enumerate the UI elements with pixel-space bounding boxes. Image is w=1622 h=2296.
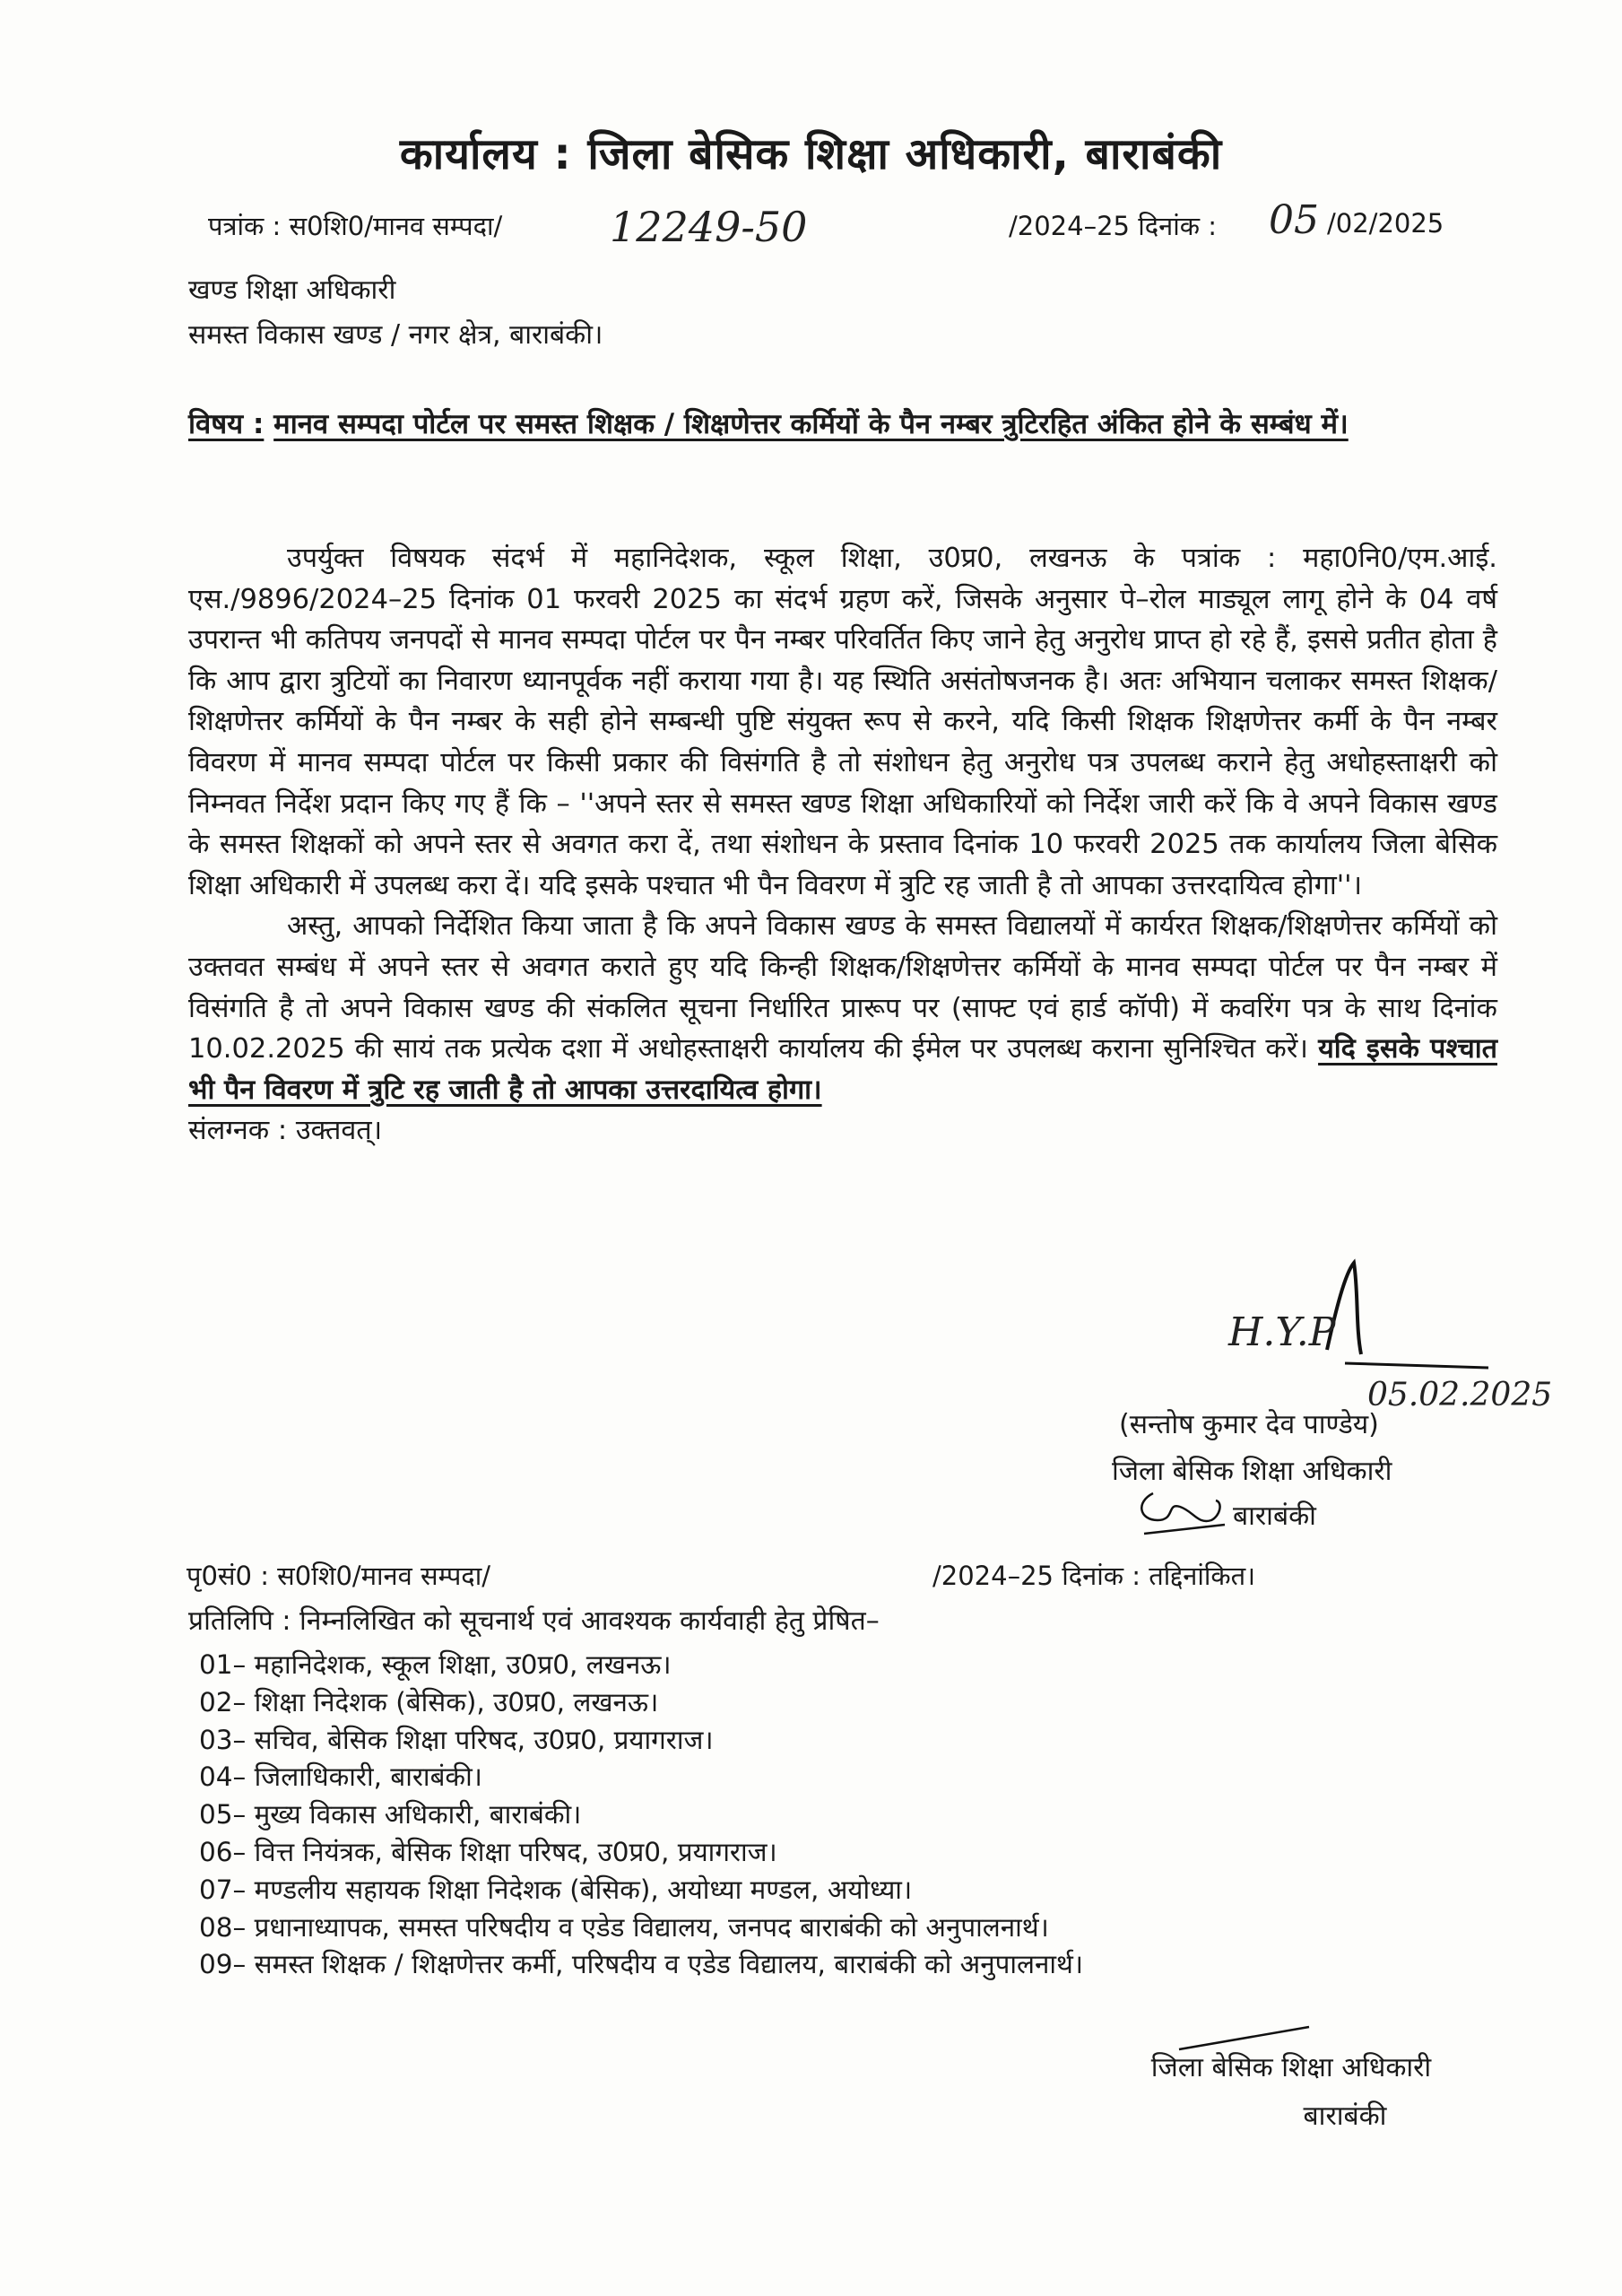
recipient-line1: खण्ड शिक्षा अधिकारी: [188, 274, 396, 306]
signature-initials-mark: [1126, 1484, 1234, 1547]
copy-item: 04– जिलाधिकारी, बाराबंकी।: [199, 1761, 482, 1793]
subject: [188, 402, 1497, 447]
body-paragraph-2: [188, 906, 1497, 1110]
copy-item: 01– महानिदेशक, स्कूल शिक्षा, उ0प्र0, लखनऊ।: [199, 1649, 672, 1680]
copy-item: 05– मुख्य विकास अधिकारी, बाराबंकी।: [199, 1799, 582, 1831]
final-designation: जिला बेसिक शिक्षा अधिकारी: [1150, 2052, 1432, 2083]
ref-day-handwritten: 05: [1269, 197, 1319, 243]
ref-year-date-label: /2024–25 दिनांक :: [1009, 211, 1217, 241]
signatory-designation: जिला बेसिक शिक्षा अधिकारी: [1112, 1456, 1392, 1487]
final-place: बाराबंकी: [1303, 2100, 1387, 2132]
copy-ref-prefix: पृ0सं0 : स0शि0/मानव सम्पदा/: [186, 1561, 490, 1591]
copy-ref-suffix: /2024–25 दिनांक : तद्दिनांकित।: [932, 1561, 1256, 1591]
copy-item: 08– प्रधानाध्यापक, समस्त परिषदीय व एडेड विद्यालय, जनपद बाराबंकी को अनुपालनार्थ।: [199, 1911, 1049, 1943]
signatory-name: (सन्तोष कुमार देव पाण्डेय): [1119, 1409, 1379, 1440]
copy-list: [199, 1647, 1083, 1984]
body-paragraph-2-emphasis: यदि इसके पश्चात भी पैन विवरण में त्रुटि रह जाती है तो आपका उत्तरदायित्व होगा।: [188, 1033, 1497, 1106]
recipient-line2: समस्त विकास खण्ड / नगर क्षेत्र, बाराबंकी।: [188, 319, 603, 351]
subject-text: मानव सम्पदा पोर्टल पर समस्त शिक्षक / शिक्षणेत्तर कर्मियों के पैन नम्बर त्रुटिरहित अंकित होने के सम्बंध में।: [273, 408, 1349, 440]
copy-intro: प्रतिलिपि : निम्नलिखित को सूचनार्थ एवं आवश्यक कार्यवाही हेतु प्रेषित–: [188, 1605, 880, 1637]
copy-item: 07– मण्डलीय सहायक शिक्षा निदेशक (बेसिक), अयोध्या मण्डल, अयोध्या।: [199, 1874, 913, 1905]
copy-item: 09– समस्त शिक्षक / शिक्षणेत्तर कर्मी, परिषदीय व एडेड विद्यालय, बाराबंकी को अनुपालनार्थ।: [199, 1949, 1084, 1980]
signature-initials: H.Y.P: [1228, 1309, 1336, 1355]
copy-item: 06– वित्त नियंत्रक, बेसिक शिक्षा परिषद, उ0प्र0, प्रयागराज।: [199, 1836, 777, 1867]
body-paragraph-2-text: अस्तु, आपको निर्देशित किया जाता है कि अपने विकास खण्ड के समस्त विद्यालयों में कार्यरत शिक्षक/शिक्षणेत्तर कर्मियों को उक्तवत सम्बंध में अपने स्तर से अवगत कराते हुए यदि किन्ही शिक्षक/शिक्षणेत्तर कर्मियों के मानव सम्पदा पोर्टल पर पैन नम्बर में विसंगति है तो अपने विकास खण्ड की संकलित सूचना निर्धारित प्रारूप पर (साफ्ट एवं हार्ड कॉपी) में कवरिंग पत्र के साथ दिनांक 10.02.2025 की सायं तक प्रत्येक दशा में अधोहस्ताक्षरी कार्यालय की ईमेल पर उपलब्ध कराना सुनिश्चित करें।: [188, 910, 1497, 1065]
office-heading: कार्यालय : जिला बेसिक शिक्षा अधिकारी, बाराबंकी: [399, 129, 1223, 179]
copy-item: 02– शिक्षा निदेशक (बेसिक), उ0प्र0, लखनऊ।: [199, 1686, 659, 1718]
subject-label: विषय :: [188, 408, 265, 440]
signature-date: 05.02.2025: [1367, 1377, 1553, 1413]
body-paragraph-1: उपर्युक्त विषयक संदर्भ में महानिदेशक, स्कूल शिक्षा, उ0प्र0, लखनऊ के पत्रांक : महा0नि0/एम.आई. एस./9896/2024–25 दिनांक 01 फरवरी 2025 का संदर्भ ग्रहण करें, जिसके अनुसार पे–रोल माड्यूल लागू होने के 04 वर्ष उपरान्त भी कतिपय जनपदों से मानव सम्पदा पोर्टल पर पैन नम्बर परिवर्तित किए जाने हेतु अनुरोध प्राप्त हो रहे हैं, इससे प्रतीत होता है कि आप द्वारा त्रुटियों का निवारण ध्यानपूर्वक नहीं कराया गया है। यह स्थिति असंतोषजनक है। अतः अभियान चलाकर समस्त शिक्षक/शिक्षणेत्तर कर्मियों के पैन नम्बर के सही होने सम्बन्धी पुष्टि संयुक्त रूप से करने, यदि किसी शिक्षक शिक्षणेत्तर कर्मी के पैन नम्बर विवरण में मानव सम्पदा पोर्टल पर किसी प्रकार की विसंगति है तो संशोधन हेतु अनुरोध पत्र उपलब्ध कराने हेतु अधोहस्ताक्षरी को निम्नवत निर्देश प्रदान किए गए हैं कि – ''अपने स्तर से समस्त खण्ड शिक्षा अधिकारियों को निर्देश जारी करें कि वे अपने विकास खण्ड के समस्त शिक्षकों को अपने स्तर से अवगत करा दें, तथा संशोधन के प्रस्ताव दिनांक 10 फरवरी 2025 तक कार्यालय जिला बेसिक शिक्षा अधिकारी में उपलब्ध करा दें। यदि इसके पश्चात भी पैन विवरण में त्रुटि रह जाती है तो आपका उत्तरदायित्व होगा''।: [188, 543, 1497, 901]
ref-number-handwritten: 12249-50: [610, 203, 808, 251]
copy-item: 03– सचिव, बेसिक शिक्षा परिषद, उ0प्र0, प्रयागराज।: [199, 1724, 714, 1755]
ref-prefix: पत्रांक : स0शि0/मानव सम्पदा/: [208, 211, 503, 241]
letter-body: [188, 538, 1497, 1152]
enclosure: संलग्नक : उक्तवत्।: [188, 1115, 383, 1147]
ref-month-year: /02/2025: [1327, 208, 1444, 239]
signatory-place: बाराबंकी: [1233, 1500, 1316, 1532]
